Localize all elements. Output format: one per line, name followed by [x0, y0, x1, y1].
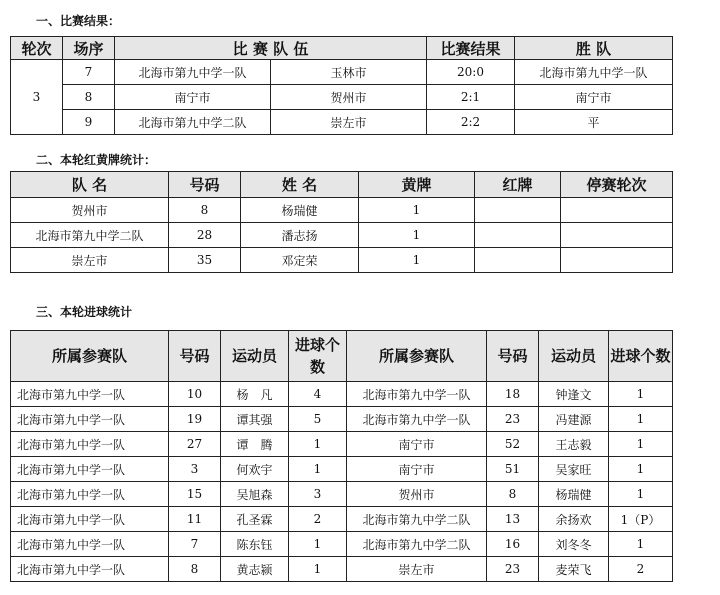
goals-cell-right: 1（P） — [609, 507, 673, 532]
goals-cell-right: 1 — [609, 382, 673, 407]
score-cell: 20:0 — [427, 60, 515, 85]
round-cell: 3 — [11, 60, 63, 135]
header-number-right: 号码 — [487, 331, 539, 382]
table-row — [11, 482, 673, 507]
goals-cell-right: 1 — [609, 432, 673, 457]
name-cell: 邓定荣 — [241, 248, 359, 273]
number-cell-right: 52 — [487, 432, 539, 457]
table-row — [11, 223, 673, 248]
number-cell-left: 27 — [169, 432, 221, 457]
number-cell-right: 13 — [487, 507, 539, 532]
player-cell-left: 孔圣霖 — [221, 507, 289, 532]
player-cell-left: 谭 腾 — [221, 432, 289, 457]
number-cell-right: 51 — [487, 457, 539, 482]
header-number-left: 号码 — [169, 331, 221, 382]
goals-cell-left: 1 — [289, 557, 347, 582]
table-header-row — [11, 172, 673, 198]
team-cell-left: 北海市第九中学一队 — [11, 507, 169, 532]
team-cell-right: 北海市第九中学一队 — [347, 382, 487, 407]
team-cell-left: 北海市第九中学一队 — [11, 557, 169, 582]
player-cell-left: 陈东钰 — [221, 532, 289, 557]
header-goals-left: 进球个数 — [289, 331, 347, 382]
yellow-cell: 1 — [359, 248, 475, 273]
header-team-left: 所属参赛队 — [11, 331, 169, 382]
number-cell-right: 18 — [487, 382, 539, 407]
seq-cell: 7 — [63, 60, 115, 85]
goals-cell-right: 1 — [609, 482, 673, 507]
header-suspend: 停赛轮次 — [561, 172, 673, 198]
suspend-cell — [561, 223, 673, 248]
away-team-cell: 崇左市 — [271, 110, 427, 135]
team-cell-left: 北海市第九中学一队 — [11, 407, 169, 432]
goals-cell-right: 2 — [609, 557, 673, 582]
yellow-cell: 1 — [359, 223, 475, 248]
score-cell: 2:2 — [427, 110, 515, 135]
home-team-cell: 北海市第九中学二队 — [115, 110, 271, 135]
goals-cell-left: 5 — [289, 407, 347, 432]
player-cell-right: 钟逢文 — [539, 382, 609, 407]
header-player-left: 运动员 — [221, 331, 289, 382]
player-cell-left: 吴旭森 — [221, 482, 289, 507]
team-cell: 贺州市 — [11, 198, 169, 223]
number-cell-left: 10 — [169, 382, 221, 407]
table-row — [11, 248, 673, 273]
red-cell — [475, 198, 561, 223]
seq-cell: 9 — [63, 110, 115, 135]
number-cell: 35 — [169, 248, 241, 273]
team-cell-right: 崇左市 — [347, 557, 487, 582]
goals-table — [10, 330, 673, 582]
player-cell-right: 刘冬冬 — [539, 532, 609, 557]
table-header-row — [11, 331, 673, 382]
header-winner: 胜 队 — [515, 37, 673, 60]
number-cell-left: 15 — [169, 482, 221, 507]
header-name: 姓 名 — [241, 172, 359, 198]
header-round: 轮次 — [11, 37, 63, 60]
number-cell: 28 — [169, 223, 241, 248]
team-cell-left: 北海市第九中学一队 — [11, 457, 169, 482]
player-cell-right: 杨瑞健 — [539, 482, 609, 507]
goals-cell-left: 1 — [289, 457, 347, 482]
team-cell-right: 北海市第九中学二队 — [347, 532, 487, 557]
cards-table — [10, 171, 673, 273]
name-cell: 杨瑞健 — [241, 198, 359, 223]
match-results-table — [10, 36, 673, 135]
team-cell-right: 贺州市 — [347, 482, 487, 507]
player-cell-right: 麦荣飞 — [539, 557, 609, 582]
away-team-cell: 贺州市 — [271, 85, 427, 110]
table-header-row — [11, 37, 673, 60]
goals-cell-left: 4 — [289, 382, 347, 407]
number-cell-left: 3 — [169, 457, 221, 482]
suspend-cell — [561, 198, 673, 223]
winner-cell: 南宁市 — [515, 85, 673, 110]
goals-cell-left: 1 — [289, 432, 347, 457]
number-cell-right: 23 — [487, 407, 539, 432]
player-cell-right: 冯建源 — [539, 407, 609, 432]
header-teams: 比 赛 队 伍 — [115, 37, 427, 60]
header-team: 队 名 — [11, 172, 169, 198]
player-cell-right: 王志毅 — [539, 432, 609, 457]
team-cell-right: 南宁市 — [347, 432, 487, 457]
home-team-cell: 南宁市 — [115, 85, 271, 110]
player-cell-left: 何欢宇 — [221, 457, 289, 482]
section2-title: 二、本轮红黄牌统计： — [36, 153, 157, 167]
number-cell: 8 — [169, 198, 241, 223]
number-cell-right: 23 — [487, 557, 539, 582]
header-player-right: 运动员 — [539, 331, 609, 382]
header-goals-right: 进球个数 — [609, 331, 673, 382]
name-cell: 潘志扬 — [241, 223, 359, 248]
goals-cell-right: 1 — [609, 457, 673, 482]
table-row — [11, 407, 673, 432]
number-cell-left: 7 — [169, 532, 221, 557]
yellow-cell: 1 — [359, 198, 475, 223]
header-number: 号码 — [169, 172, 241, 198]
table-row — [11, 532, 673, 557]
section3-title: 三、本轮进球统计 — [36, 305, 133, 319]
table-row — [11, 198, 673, 223]
home-team-cell: 北海市第九中学一队 — [115, 60, 271, 85]
table-row — [11, 60, 673, 85]
header-team-right: 所属参赛队 — [347, 331, 487, 382]
player-cell-left: 杨 凡 — [221, 382, 289, 407]
table-row — [11, 507, 673, 532]
number-cell-left: 11 — [169, 507, 221, 532]
number-cell-right: 8 — [487, 482, 539, 507]
red-cell — [475, 223, 561, 248]
number-cell-right: 16 — [487, 532, 539, 557]
team-cell: 崇左市 — [11, 248, 169, 273]
team-cell-left: 北海市第九中学一队 — [11, 432, 169, 457]
away-team-cell: 玉林市 — [271, 60, 427, 85]
goals-cell-right: 1 — [609, 532, 673, 557]
team-cell-left: 北海市第九中学一队 — [11, 382, 169, 407]
team-cell-right: 北海市第九中学二队 — [347, 507, 487, 532]
suspend-cell — [561, 248, 673, 273]
winner-cell: 平 — [515, 110, 673, 135]
team-cell-right: 南宁市 — [347, 457, 487, 482]
goals-cell-left: 1 — [289, 532, 347, 557]
team-cell-left: 北海市第九中学一队 — [11, 482, 169, 507]
player-cell-right: 余扬欢 — [539, 507, 609, 532]
table-row — [11, 557, 673, 582]
number-cell-left: 19 — [169, 407, 221, 432]
team-cell: 北海市第九中学二队 — [11, 223, 169, 248]
section1-title: 一、比赛结果： — [36, 14, 121, 28]
player-cell-left: 黄志颍 — [221, 557, 289, 582]
goals-table-body — [11, 382, 673, 582]
number-cell-left: 8 — [169, 557, 221, 582]
table-row — [11, 457, 673, 482]
red-cell — [475, 248, 561, 273]
table-row — [11, 110, 673, 135]
winner-cell: 北海市第九中学一队 — [515, 60, 673, 85]
header-score: 比赛结果 — [427, 37, 515, 60]
score-cell: 2:1 — [427, 85, 515, 110]
header-yellow: 黄牌 — [359, 172, 475, 198]
team-cell-right: 北海市第九中学一队 — [347, 407, 487, 432]
goals-cell-left: 3 — [289, 482, 347, 507]
player-cell-right: 吴家旺 — [539, 457, 609, 482]
team-cell-left: 北海市第九中学一队 — [11, 532, 169, 557]
table-row — [11, 432, 673, 457]
seq-cell: 8 — [63, 85, 115, 110]
header-seq: 场序 — [63, 37, 115, 60]
player-cell-left: 谭其强 — [221, 407, 289, 432]
goals-cell-left: 2 — [289, 507, 347, 532]
table-row — [11, 382, 673, 407]
table-row — [11, 85, 673, 110]
goals-cell-right: 1 — [609, 407, 673, 432]
header-red: 红牌 — [475, 172, 561, 198]
